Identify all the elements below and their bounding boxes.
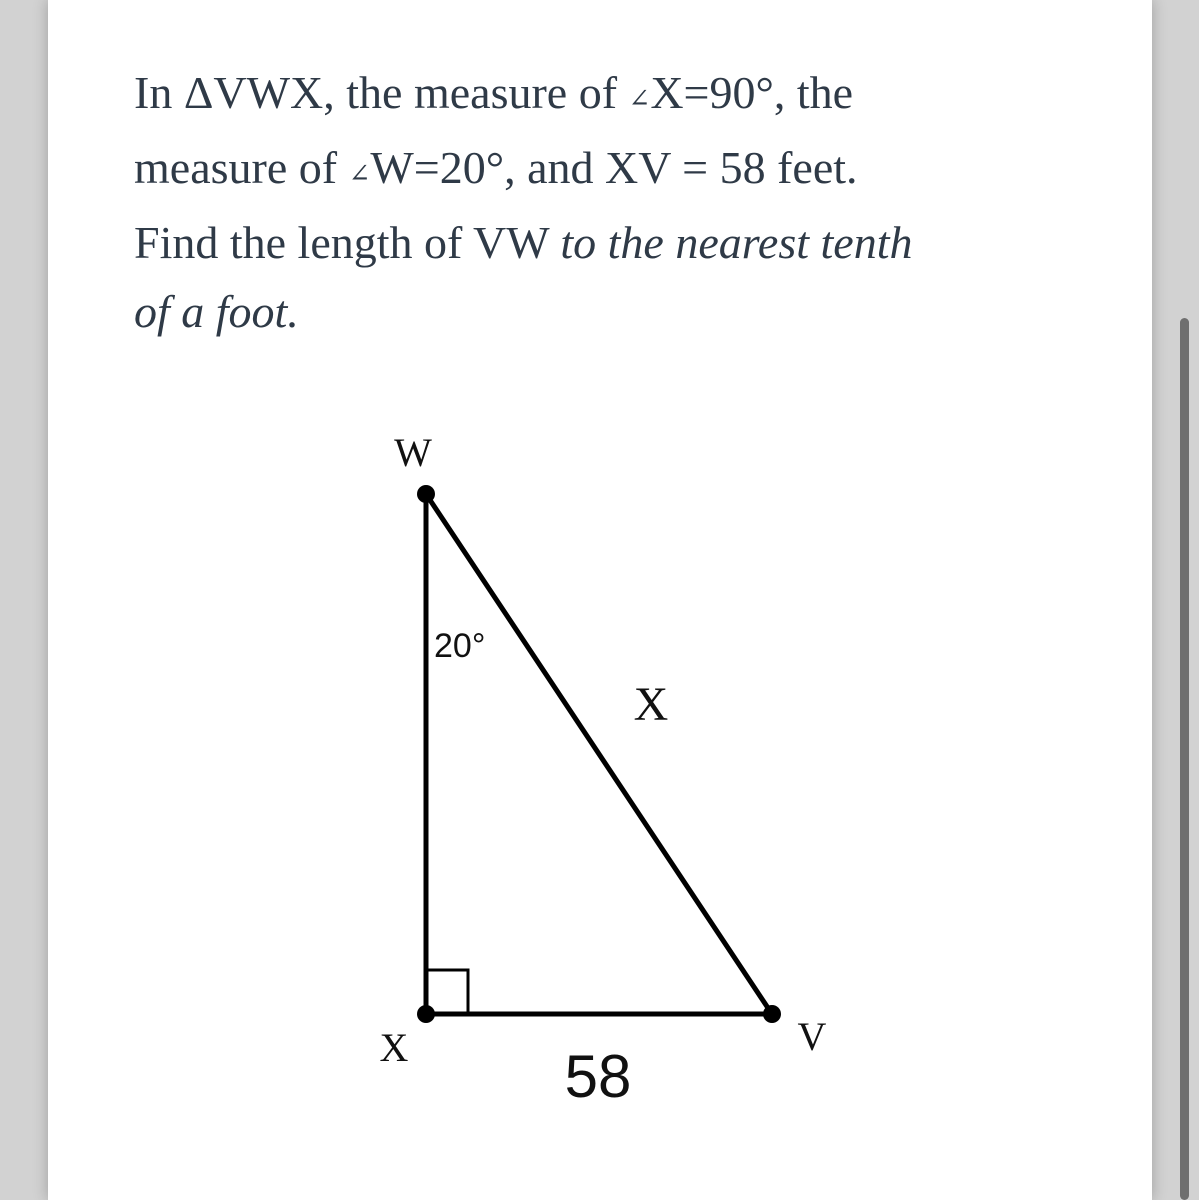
hypotenuse-label: X — [633, 678, 669, 731]
base-length-label: 58 — [564, 1043, 632, 1110]
angle-symbol: ∠ — [628, 84, 651, 113]
vertex-v-point — [763, 1005, 781, 1023]
vertex-w-point — [417, 485, 435, 503]
vertex-w-label: W — [394, 430, 432, 475]
vertex-v-label: V — [797, 1014, 827, 1059]
side-wv-hypotenuse — [426, 494, 772, 1014]
question-line-2: measure of ∠W=20°, and XV = 58 feet. — [134, 142, 858, 193]
vertex-x-point — [417, 1005, 435, 1023]
question-line-1: In ΔVWX, the measure of ∠X=90°, the — [134, 67, 854, 118]
angle-symbol: ∠ — [348, 159, 371, 188]
question-line-3: Find the length of VW to the nearest tenth — [134, 217, 913, 268]
vertex-x-label: X — [379, 1025, 409, 1070]
right-angle-marker — [426, 970, 468, 1014]
angle-w-label: 20° — [434, 627, 486, 665]
question-line-4: of a foot. — [134, 286, 299, 337]
